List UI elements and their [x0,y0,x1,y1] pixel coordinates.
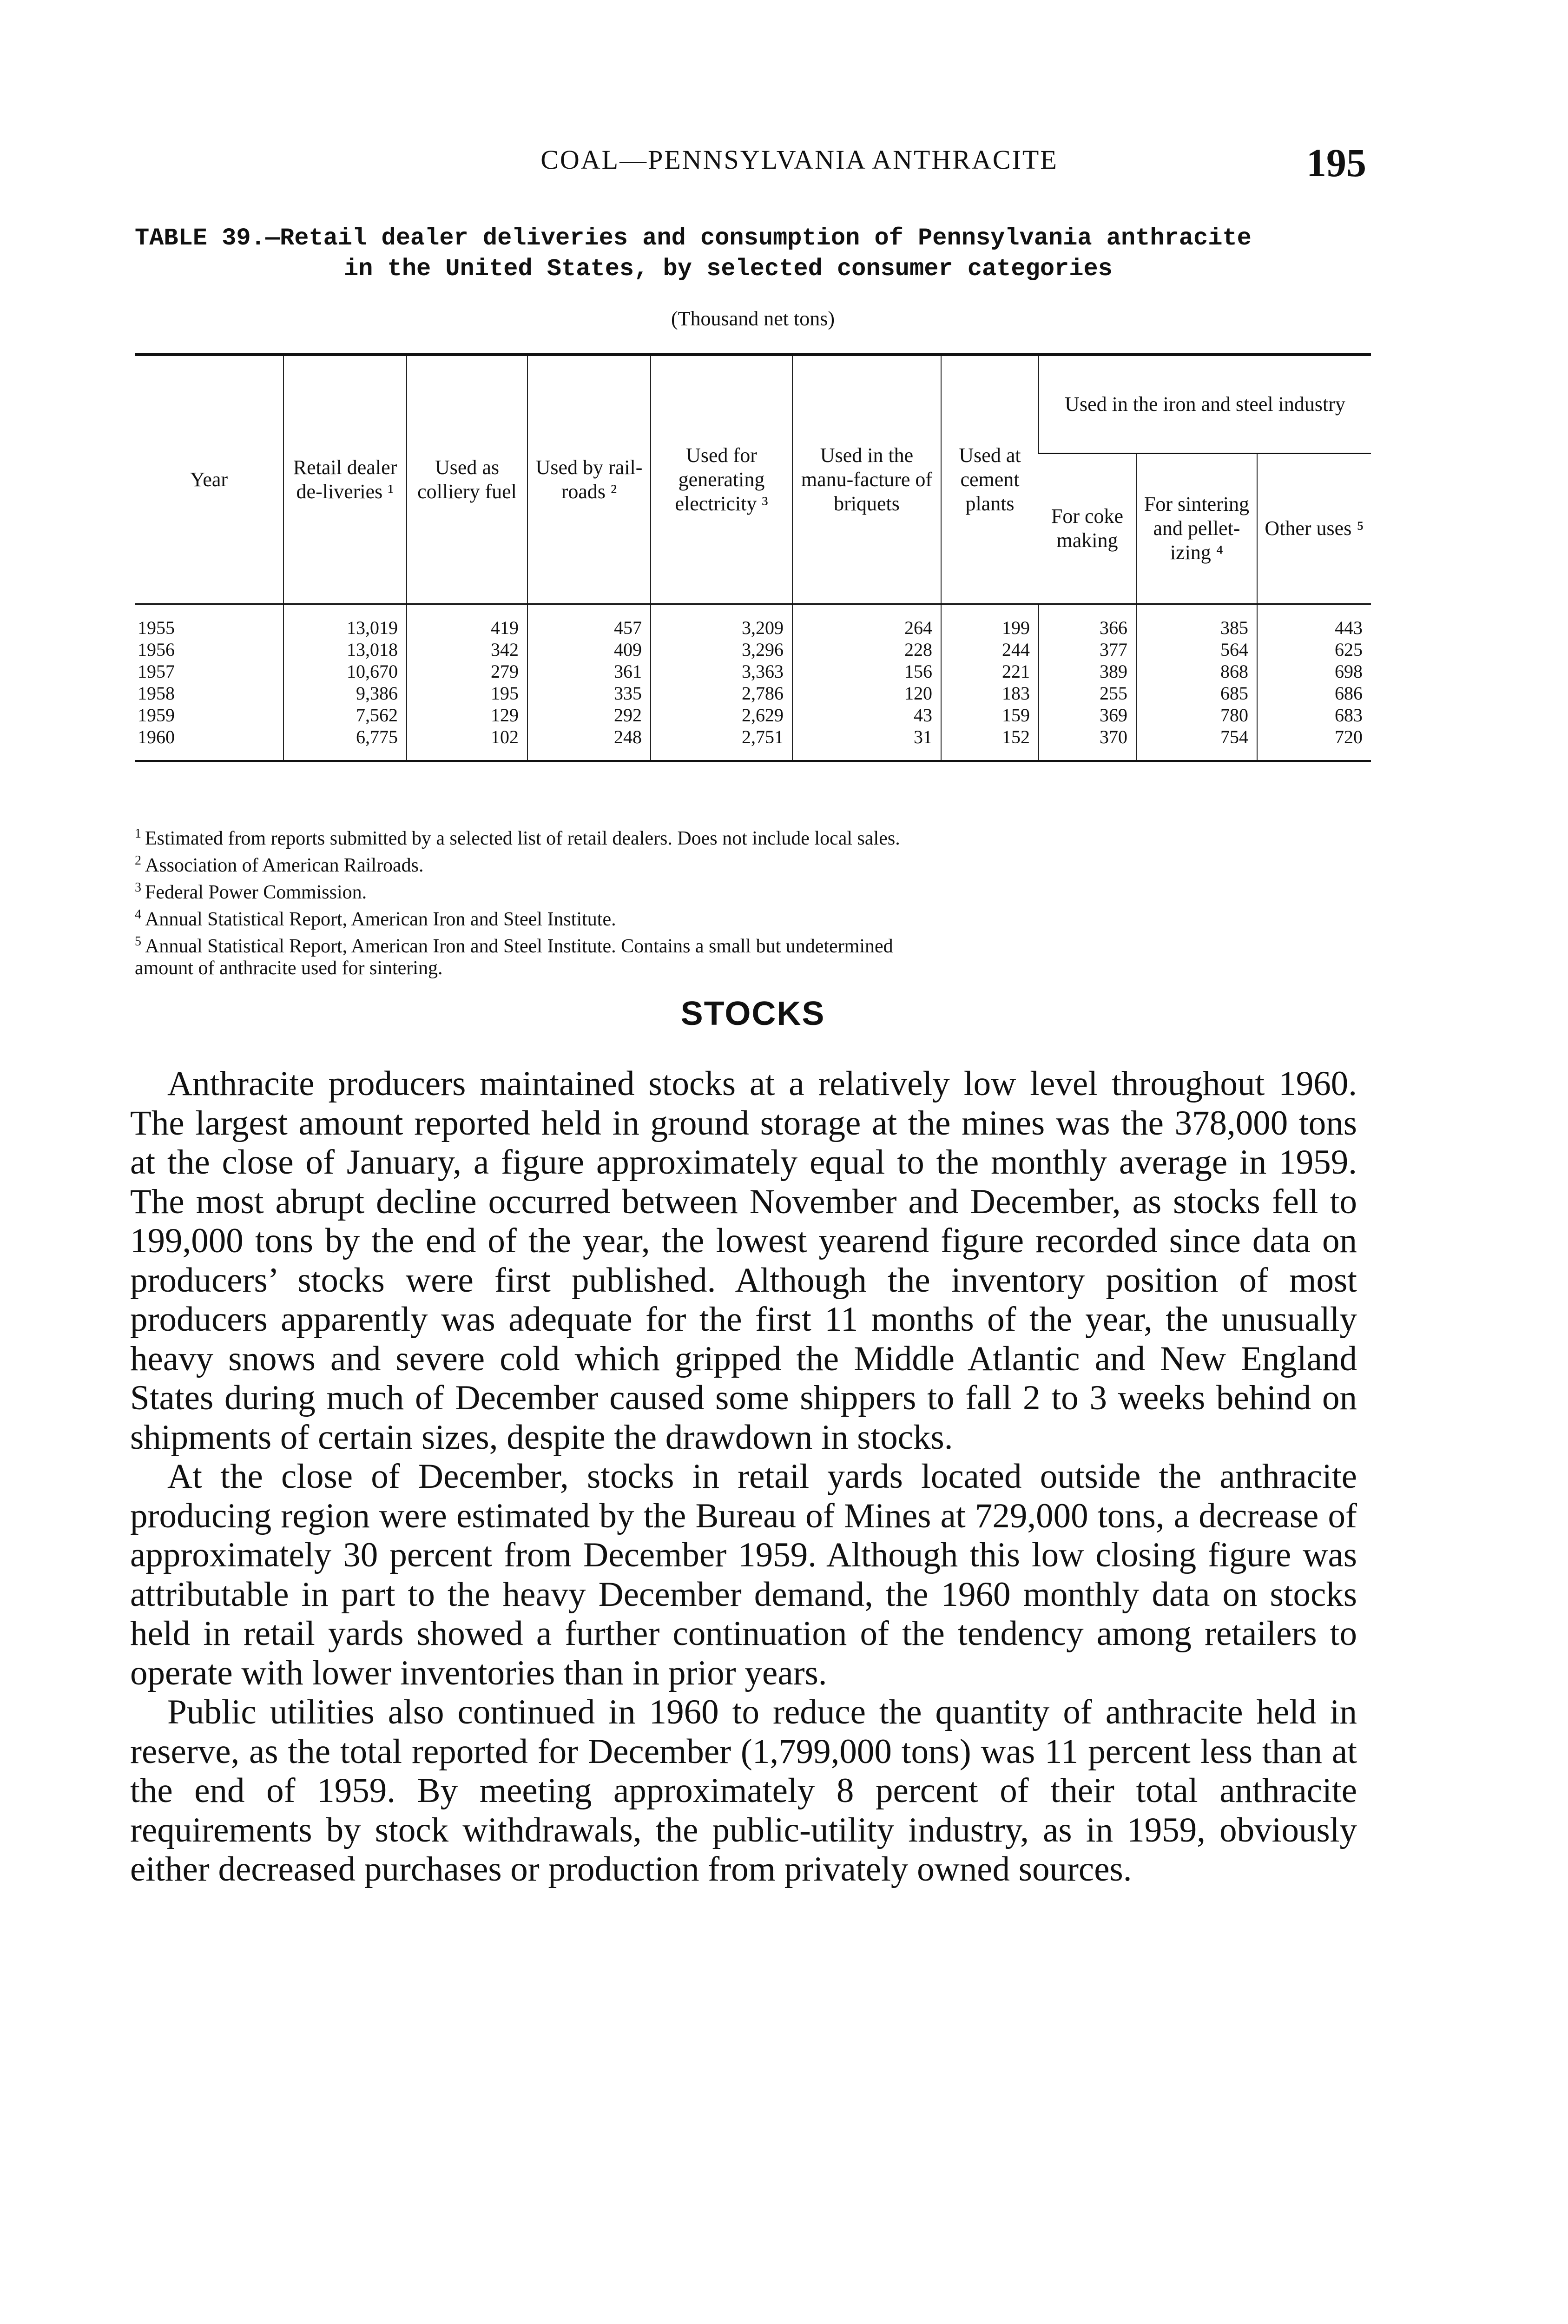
cell-colliery: 129 [407,704,527,726]
footnote-text: Annual Statistical Report, American Iron and Steel Institute. [145,909,616,930]
col-header-year: Year [135,355,283,604]
footnote-mark: 4 [135,907,141,922]
cell-colliery: 279 [407,660,527,682]
page-number: 195 [1306,140,1366,185]
cell-railroads: 248 [527,726,651,761]
cell-sintering: 780 [1136,704,1257,726]
cell-retail: 13,018 [283,639,407,660]
cell-year: 1956 [138,639,175,660]
cell-coke: 369 [1039,704,1136,726]
cell-year: 1957 [138,661,175,682]
cell-railroads: 361 [527,660,651,682]
table-footnotes [135,823,1371,979]
cell-electricity: 3,363 [651,660,792,682]
col-header-coke: For coke making [1039,453,1136,604]
table-body [135,604,1371,761]
col-header-sintering: For sintering and pellet-izing ⁴ [1136,453,1257,604]
paragraph: Public utilities also continued in 1960 to reduce the quantity of anthracite held in reserve, as the total reported for December (1,799,000 tons) was 11 percent less than at the end of 1959. By meeting approximately 8 percent of their total anthracite requirements by stock withdrawals, the public-utility industry, as in 1959, obviously either decreased purchases or production from privately owned sources. [130,1693,1357,1888]
cell-retail: 7,562 [283,704,407,726]
cell-briquets: 43 [792,704,941,726]
cell-colliery: 419 [407,604,527,639]
table-row [135,682,1371,704]
col-header-briquets: Used in the manu-facture of briquets [792,355,941,604]
footnote-mark: 1 [135,826,141,841]
cell-electricity: 2,751 [651,726,792,761]
cell-year: 1960 [138,726,175,747]
cell-colliery: 195 [407,682,527,704]
cell-coke: 370 [1039,726,1136,761]
table-row [135,604,1371,639]
footnote-mark: 2 [135,853,141,868]
cell-year: 1958 [138,683,175,704]
table-title-line1: —Retail dealer deliveries and consumption of Pennsylvania anthracite [265,224,1252,252]
cell-sintering: 564 [1136,639,1257,660]
cell-colliery: 102 [407,726,527,761]
paragraph: At the close of December, stocks in retail yards located outside the anthracite producing region were estimated by the Bureau of Mines at 729,000 tons, a decrease of approximately 30 percent from December 1959. Although this low closing figure was attributable in part to the heavy December demand, the 1960 monthly data on stocks held in retail yards showed a further continuation of the tendency among retailers to operate with lower inventories than in prior years. [130,1457,1357,1692]
cell-railroads: 457 [527,604,651,639]
cell-railroads: 409 [527,639,651,660]
section-heading: STOCKS [680,995,825,1032]
footnote-text: amount of anthracite used for sintering. [135,957,443,979]
cell-coke: 366 [1039,604,1136,639]
cell-other: 698 [1257,660,1371,682]
footnote-continuation [135,957,1371,979]
cell-sintering: 685 [1136,682,1257,704]
col-header-retail: Retail dealer de-liveries ¹ [283,355,407,604]
footnote [135,823,1371,850]
footnote [135,877,1371,904]
running-title: COAL—PENNSYLVANIA ANTHRACITE [540,145,1058,175]
running-head [130,139,1366,195]
table-row [135,726,1371,761]
paragraph: Anthracite producers maintained stocks at a relatively low level throughout 1960. The largest amount reported held in ground storage at the mines was the 378,000 tons at the close of January, a figure approximately equal to the monthly average in 1959. The most abrupt decline occurred between November and December, as stocks fell to 199,000 tons by the end of the year, the lowest yearend figure recorded since data on producers’ stocks were first published. Although the inventory position of most producers apparently was adequate for the first 11 months of the year, the unusually heavy snows and severe cold which gripped the Middle Atlantic and New England States during much of December caused some shippers to fall 2 to 3 weeks behind on shipments of certain sizes, despite the drawdown in stocks. [130,1064,1357,1457]
col-header-colliery: Used as colliery fuel [407,355,527,604]
consumption-table [135,353,1371,762]
cell-colliery: 342 [407,639,527,660]
cell-briquets: 156 [792,660,941,682]
footnote-mark: 3 [135,880,141,895]
table-unit: (Thousand net tons) [671,307,835,330]
col-header-other: Other uses ⁵ [1257,453,1371,604]
cell-electricity: 2,786 [651,682,792,704]
footnote [135,904,1371,931]
cell-briquets: 120 [792,682,941,704]
cell-cement: 244 [941,639,1039,660]
table-label: TABLE 39. [135,224,265,252]
cell-briquets: 228 [792,639,941,660]
cell-electricity: 3,296 [651,639,792,660]
col-header-railroads: Used by rail-roads ² [527,355,651,604]
cell-coke: 377 [1039,639,1136,660]
cell-retail: 6,775 [283,726,407,761]
col-header-iron-steel-group: Used in the iron and steel industry [1039,355,1371,453]
cell-other: 443 [1257,604,1371,639]
table-row [135,639,1371,660]
footnote [135,850,1371,877]
cell-sintering: 385 [1136,604,1257,639]
cell-other: 683 [1257,704,1371,726]
cell-cement: 159 [941,704,1039,726]
cell-retail: 9,386 [283,682,407,704]
cell-cement: 199 [941,604,1039,639]
cell-railroads: 335 [527,682,651,704]
cell-year: 1955 [138,617,175,638]
footnote-text: Estimated from reports submitted by a selected list of retail dealers. Does not include local sales. [145,828,900,849]
footnote-text: Federal Power Commission. [145,882,367,903]
footnote-text: Annual Statistical Report, American Iron and Steel Institute. Contains a small but undetermined [145,936,893,957]
table-row [135,704,1371,726]
cell-cement: 152 [941,726,1039,761]
cell-other: 625 [1257,639,1371,660]
cell-year: 1959 [138,705,175,726]
cell-retail: 13,019 [283,604,407,639]
table-caption [135,223,1371,284]
cell-electricity: 2,629 [651,704,792,726]
cell-briquets: 264 [792,604,941,639]
cell-other: 686 [1257,682,1371,704]
col-header-cement: Used at cement plants [941,355,1039,604]
body-text [130,1064,1357,1889]
cell-sintering: 754 [1136,726,1257,761]
table-row [135,660,1371,682]
cell-coke: 255 [1039,682,1136,704]
cell-sintering: 868 [1136,660,1257,682]
cell-briquets: 31 [792,726,941,761]
cell-cement: 183 [941,682,1039,704]
footnote [135,931,1371,957]
footnote-text: Association of American Railroads. [145,855,424,876]
cell-coke: 389 [1039,660,1136,682]
footnote-mark: 5 [135,934,141,949]
cell-electricity: 3,209 [651,604,792,639]
cell-other: 720 [1257,726,1371,761]
cell-railroads: 292 [527,704,651,726]
table-title-line2: in the United States, by selected consumer categories [344,255,1113,283]
col-header-electricity: Used for generating electricity ³ [651,355,792,604]
cell-retail: 10,670 [283,660,407,682]
cell-cement: 221 [941,660,1039,682]
